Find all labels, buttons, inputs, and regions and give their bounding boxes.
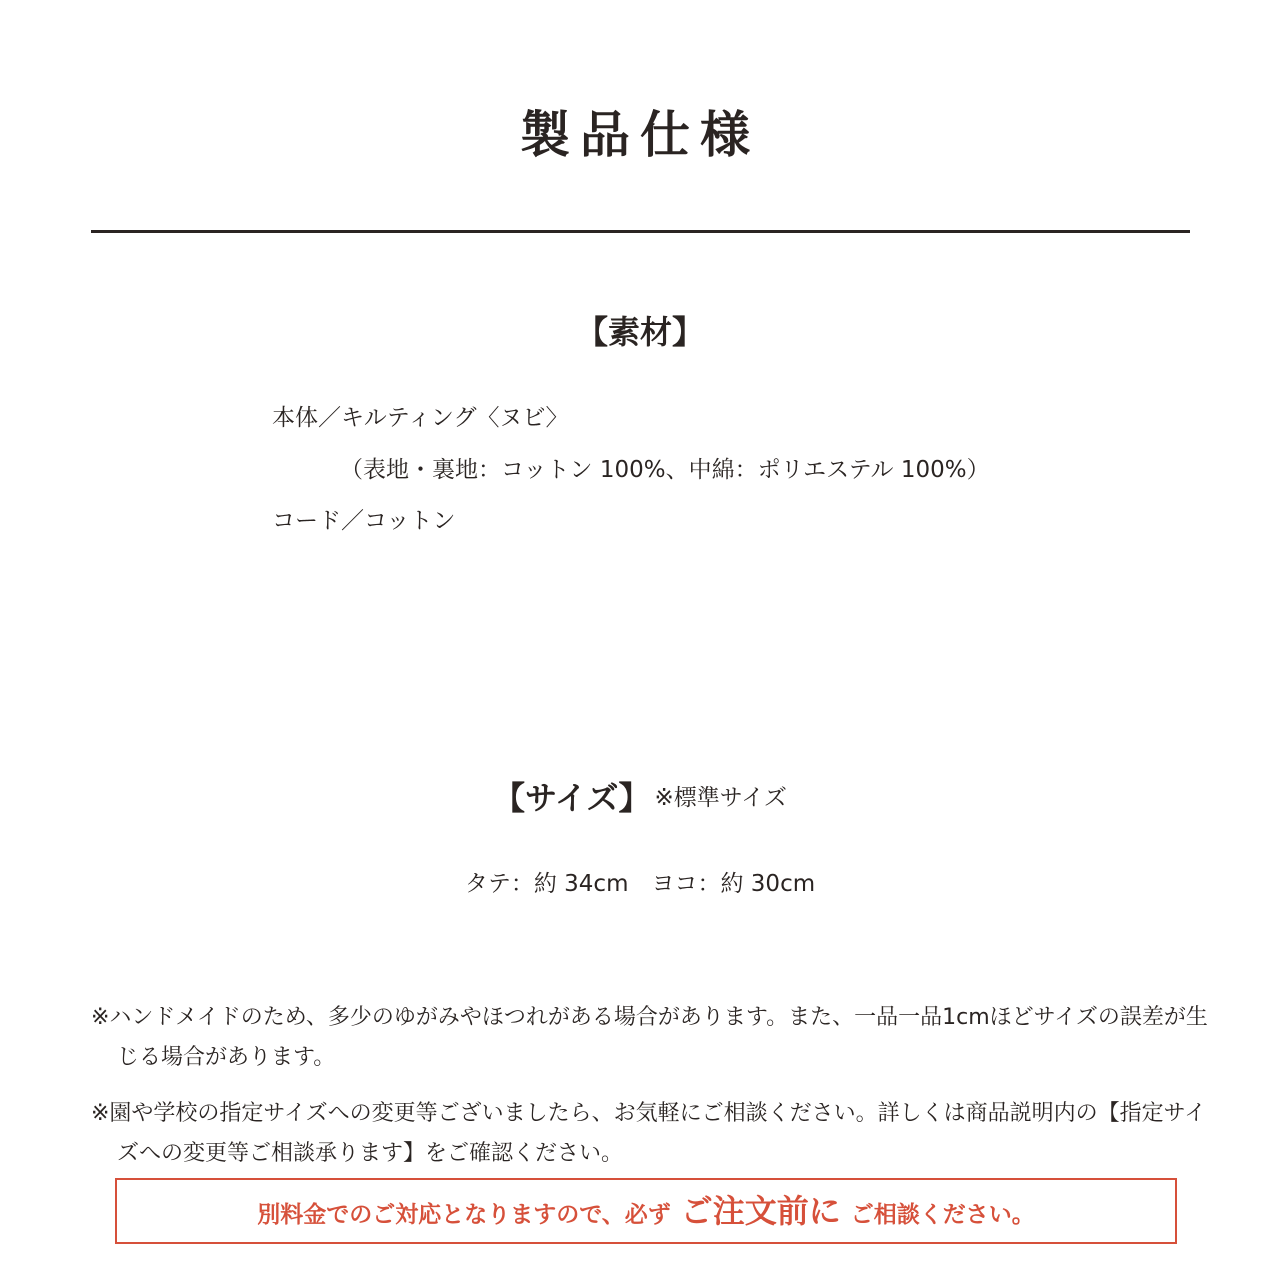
size-heading: 【サイズ】: [493, 779, 651, 817]
notice-text-before: 別料金でのご対応となりますので、必ず: [257, 1202, 671, 1228]
material-line-body: 本体／キルティング〈ヌビ〉: [272, 405, 569, 431]
material-line-fabric-detail: （表地・裏地：コットン 100%、中綿：ポリエステル 100%）: [340, 457, 990, 483]
material-line-cord: コード／コットン: [272, 508, 456, 534]
materials-heading: 【素材】: [575, 313, 704, 351]
page-title: 製品仕様: [520, 106, 760, 164]
size-heading-note: ※標準サイズ: [654, 785, 787, 811]
size-heading-row: [0, 776, 1280, 820]
custom-size-note: ※園や学校の指定サイズへの変更等ございましたら、お気軽にご相談ください。詳しくは商品説明内の【指定サイズへの変更等ご相談承ります】をご確認ください。: [91, 1101, 1207, 1166]
handmade-note: ※ハンドメイドのため、多少のゆがみやほつれがある場合があります。また、一品一品1cmほどサイズの誤差が生じる場合があります。: [91, 1005, 1208, 1070]
notice-emphasis: ご注文前に: [680, 1192, 841, 1230]
notice-box: [115, 1178, 1177, 1244]
title-divider: [91, 230, 1190, 233]
size-dimensions: タテ：約 34cm ヨコ：約 30cm: [464, 871, 816, 897]
notice-text-after: ご相談ください。: [850, 1202, 1035, 1228]
